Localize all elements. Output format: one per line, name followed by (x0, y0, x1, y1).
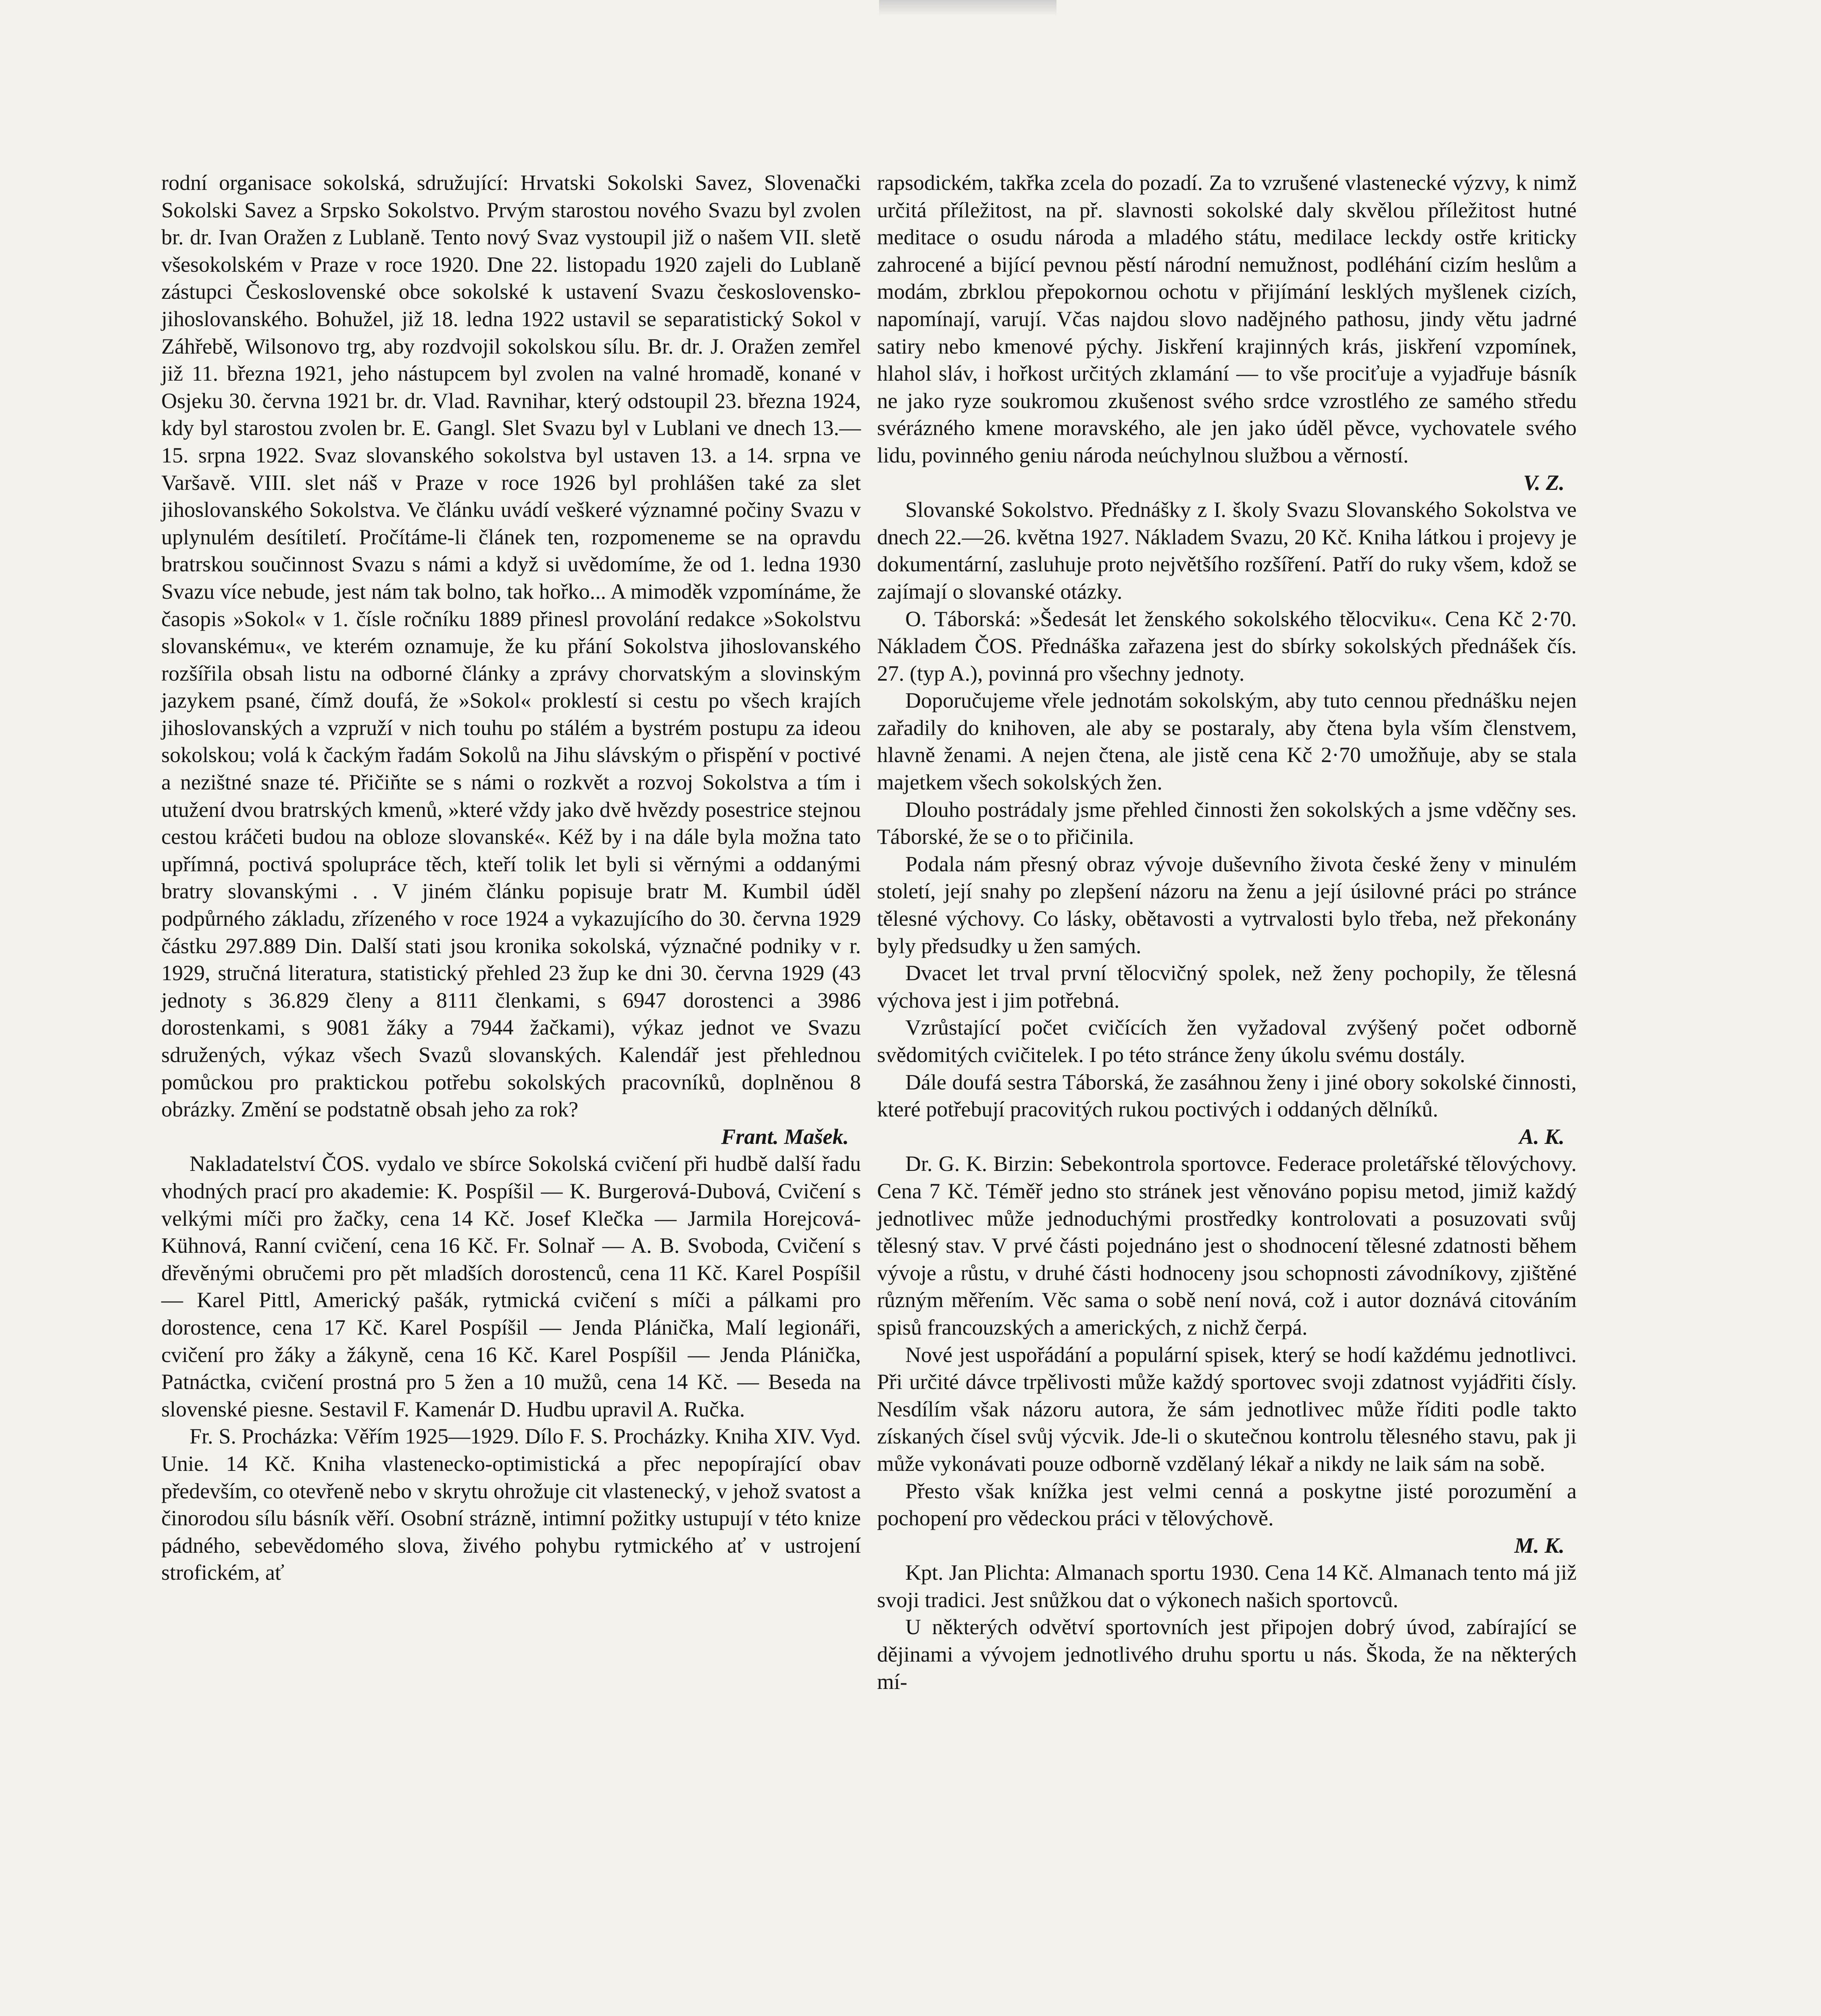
signature: V. Z. (1523, 470, 1565, 495)
paragraph: rapsodickém, takřka zcela do pozadí. Za to vzrušené vlastenecké výzvy, k nimž určitá příležitost, na př. slavnosti sokolské daly skvělou příležitost hutné meditace o osudu národa a mladého státu, medilace leckdy ostře kriticky zahrocené a bijící pevnou pěstí národní nemužnost, podléhání cizím heslům a modám, zbrklou přepokornou ochotu v přijímání lesklých myšlenek cizích, napomínají, varují. Včas najdou slovo nadějného pathosu, jindy větu jadrné satiry nebo kmenové pýchy. Jiskření krajinných krás, jiskření vzpomínek, hlahol sláv, i hořkost určitých zklamání — to vše prociťuje a vyjadřuje básník ne jako ryze soukromou zkušenost svého srdce vzrostlého ze samého středu svérázného kmene moravského, ale jen jako úděl pěvce, vychovatele svého lidu, povinného geniu národa neúchylnou službou a věrností. (877, 171, 1577, 467)
paragraph: Nové jest uspořádání a populární spisek, který se hodí každému jednotlivci. Při určité dávce trpělivosti může každý sportovec svoji zdatnost vyjádřiti čísly. Nesdílím však názoru autora, že sám jednotlivec může říditi podle takto získaných čísel svůj výcvik. Jde-li o skutečnou kontrolu tělesného stavu, pak ji může vykonávati pouze odborně vzdělaný lékař a nikdy ne laik sám na sobě. (877, 1342, 1577, 1476)
signature: M. K. (1514, 1533, 1565, 1558)
scan-edge (879, 0, 1056, 16)
paragraph: Doporučujeme vřele jednotám sokolským, aby tuto cennou přednášku nejen zařadily do knihoven, ale aby se postaraly, aby čtena byla vším členstvem, hlavně ženami. A nejen čtena, ale jistě cena Kč 2·70 umožňuje, aby se stala majetkem všech sokolských žen. (877, 688, 1577, 795)
paragraph: Dále doufá sestra Táborská, že zasáhnou ženy i jiné obory sokolské činnosti, které potřebují pracovitých rukou poctivých i oddaných dělníků. (877, 1070, 1577, 1122)
paragraph: Dr. G. K. Birzin: Sebekontrola sportovce. Federace proletářské tělovýchovy. Cena 7 Kč. Téměř jedno sto stránek jest věnováno popisu metod, jimiž každý jednotlivec může jednoduchými prostředky kontrolovati a posuzovati svůj tělesný stav. V prvé části pojednáno jest o shodnocení tělesné zdatnosti během vývoje a růstu, v druhé části hodnoceny jsou schopnosti závodníkovy, zjištěné různým měřením. Věc sama o sobě není nová, což i autor doznává citováním spisů francouzských a amerických, z nichž čerpá. (877, 1152, 1577, 1339)
left-column (161, 169, 861, 1587)
paragraph: U některých odvětví sportovních jest připojen dobrý úvod, zabírající se dějinami a vývojem jednotlivého druhu sportu u nás. Škoda, že na některých mí- (877, 1615, 1577, 1694)
paragraph: Vzrůstající počet cvičících žen vyžadoval zvýšený počet odborně svědomitých cvičitelek. I po této stránce ženy úkolu svému dostály. (877, 1015, 1577, 1067)
signature: A. K. (1519, 1124, 1565, 1149)
paragraph: Slovanské Sokolstvo. Přednášky z I. školy Svazu Slovanského Sokolstva ve dnech 22.—26. května 1927. Nákladem Svazu, 20 Kč. Kniha látkou i projevy je dokumentární, zasluhuje proto největšího rozšíření. Patří do ruky všem, kdož se zajímají o slovanské otázky. (877, 498, 1577, 604)
paragraph: O. Táborská: »Šedesát let ženského sokolského tělocviku«. Cena Kč 2·70. Nákladem ČOS. Přednáška zařazena jest do sbírky sokolských přednášek čís. 27. (typ A.), povinná pro všechny jednoty. (877, 606, 1577, 685)
paragraph: Kpt. Jan Plichta: Almanach sportu 1930. Cena 14 Kč. Almanach tento má již svoji tradici. Jest snůžkou dat o výkonech našich sportovců. (877, 1560, 1577, 1612)
paragraph: Dvacet let trval první tělocvičný spolek, než ženy pochopily, že tělesná výchova jest i jim potřebná. (877, 961, 1577, 1012)
right-column (877, 169, 1577, 1695)
paragraph: Přesto však knížka jest velmi cenná a poskytne jisté porozumění a pochopení pro vědeckou práci v tělovýchově. (877, 1479, 1577, 1531)
signature: Frant. Mašek. (721, 1124, 849, 1149)
paragraph: rodní organisace sokolská, sdružující: Hrvatski Sokolski Savez, Slovenački Sokolski Savez a Srpsko Sokolstvo. Prvým starostou nového Svazu byl zvolen br. dr. Ivan Oražen z Lublaně. Tento nový Svaz vystoupil již o našem VII. sletě všesokolském v Praze v roce 1920. Dne 22. listopadu 1920 zajeli do Lublaně zástupci Československé obce sokolské k ustavení Svazu československo-jihoslovanského. Bohužel, již 18. ledna 1922 ustavil se separatistický Sokol v Záhřebě, Wilsonovo trg, aby rozdvojil sokolskou sílu. Br. dr. J. Oražen zemřel již 11. března 1921, jeho nástupcem byl zvolen na valné hromadě, konané v Osjeku 30. června 1921 br. dr. Vlad. Ravnihar, který odstoupil 23. března 1924, kdy byl starostou zvolen br. E. Gangl. Slet Svazu byl v Lublani ve dnech 13.—15. srpna 1922. Svaz slovanského sokolstva byl ustaven 13. a 14. srpna ve Varšavě. VIII. slet náš v Praze v roce 1926 byl prohlášen také za slet jihoslovanského Sokolstva. Ve článku uvádí veškeré významné počiny Svazu v uplynulém desítiletí. Pročítáme-li článek ten, rozpomeneme se na opravdu bratrskou součinnost Svazu s námi a když si uvědomíme, že od 1. ledna 1930 Svazu více nebude, jest nám tak bolno, tak hořko... A mimoděk vzpomínáme, že časopis »Sokol« v 1. čísle ročníku 1889 přinesl provolání redakce »Sokolstvu slovanskému«, ve kterém oznamuje, že ku přání Sokolstva jihoslovanského rozšířila obsah listu na odborné články a zprávy chorvatským a slovinským jazykem psané, čímž doufá, že »Sokol« proklestí si cestu po všech krajích jihoslovanských a vzpruží v nich touhu po stálém a bystrém postupu za ideou sokolskou; volá k čackým řadám Sokolů na Jihu slávským o přispění v poctivé a nezištné snaze té. Přičiňte se s námi o rozkvět a rozvoj Sokolstva a tím i utužení dvou bratrských kmenů, »které vždy jako dvě hvězdy posestrice stejnou cestou kráčeti budou na obloze slovanské«. Kéž by i na dále byla možna tato upřímná, poctivá spolupráce těch, kteří tolik let byli si věrnými a oddanými bratry slovanskými . . V jiném článku popisuje bratr M. Kumbil úděl podpůrného základu, zřízeného v roce 1924 a vykazujícího do 30. června 1929 částku 297.889 Din. Další stati jsou kronika sokolská, význačné podniky v r. 1929, stručná literatura, statistický přehled 23 žup ke dni 30. června 1929 (43 jednoty s 36.829 členy a 8111 členkami, s 6947 dorostenci a 3986 dorostenkami, s 9081 žáky a 7944 žačkami), výkaz jednot ve Svazu sdružených, výkaz všech Svazů slovanských. Kalendář jest přehlednou pomůckou pro praktickou potřebu sokolských pracovníků, doplněnou 8 obrázky. Změní se podstatně obsah jeho za rok? (161, 171, 861, 1122)
paragraph: Nakladatelství ČOS. vydalo ve sbírce Sokolská cvičení při hudbě další řadu vhodných prací pro akademie: K. Pospíšil — K. Burgerová-Dubová, Cvičení s velkými míči pro žačky, cena 14 Kč. Josef Klečka — Jarmila Horejcová-Kühnová, Ranní cvičení, cena 16 Kč. Fr. Solnař — A. B. Svoboda, Cvičení s dřevěnými obručemi pro pět mladších dorostenců, cena 11 Kč. Karel Pospíšil — Karel Pittl, Americký pašák, rytmická cvičení s míči a pálkami pro dorostence, cena 17 Kč. Karel Pospíšil — Jenda Plánička, Malí legionáři, cvičení pro žáky a žákyně, cena 16 Kč. Karel Pospíšil — Jenda Plánička, Patnáctka, cvičení prostná pro 5 žen a 10 mužů, cena 14 Kč. — Beseda na slovenské piesne. Sestavil F. Kamenár D. Hudbu upravil A. Ručka. (161, 1152, 861, 1421)
paragraph: Podala nám přesný obraz vývoje duševního života české ženy v minulém století, její snahy po zlepšení názoru na ženu a její úsilovné práci po stránce tělesné výchovy. Co lásky, obětavosti a vytrvalosti bylo třeba, než překonány byly předsudky u žen samých. (877, 852, 1577, 958)
paragraph: Dlouho postrádaly jsme přehled činnosti žen sokolských a jsme vděčny ses. Táborské, že se o to přičinila. (877, 797, 1577, 849)
paragraph: Fr. S. Procházka: Věřím 1925—1929. Dílo F. S. Procházky. Kniha XIV. Vyd. Unie. 14 Kč. Kniha vlastenecko-optimistická a přec nepopírající obav především, co otevřeně nebo v skrytu ohrožuje cit vlastenecký, v jehož svatost a činorodou sílu básník věří. Osobní strázně, intimní požitky ustupují v této knize pádného, sebevědomého slova, živého pohybu rytmického ať v ustrojení strofickém, ať (161, 1424, 861, 1585)
